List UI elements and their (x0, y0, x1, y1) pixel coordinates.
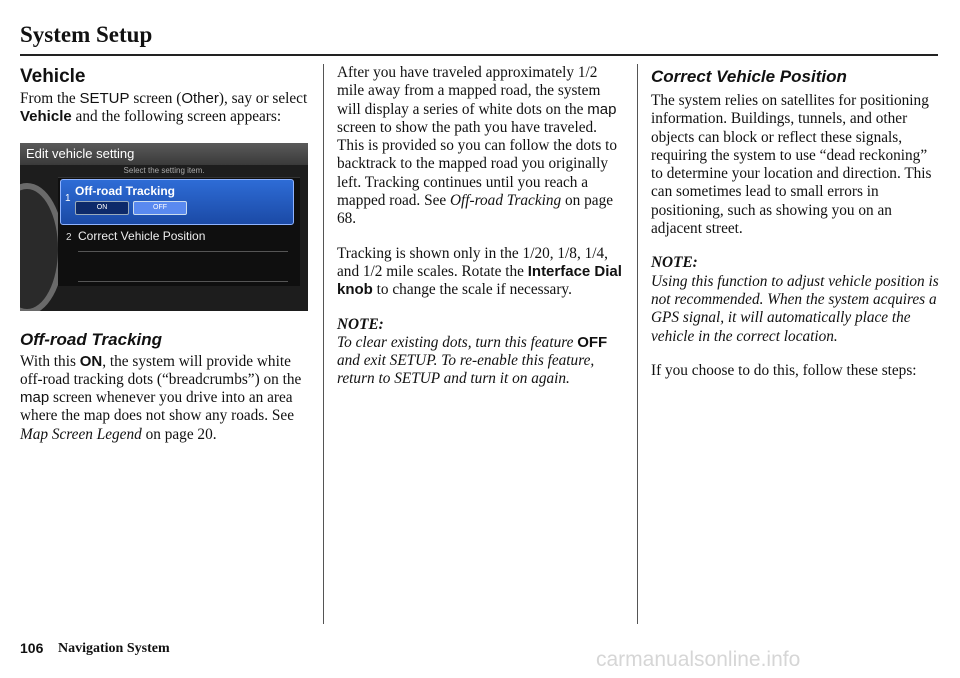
text-run: , the system will provide white off-road tracking dots (“breadcrumbs”) on the (20, 352, 302, 388)
text-run: After you have traveled approximately 1/2 mile away from a mapped road, the system will display a series of white dots on the (337, 64, 601, 118)
footer-label: Navigation System (58, 641, 170, 656)
item-number: 1 (65, 192, 71, 204)
divider (78, 251, 288, 252)
text-run: and exit SETUP. To re-enable this feature, return to SETUP and turn it on again. (337, 352, 595, 388)
vehicle-intro (20, 90, 310, 127)
map-term: map (587, 100, 617, 118)
correct-vehicle-position-heading: Correct Vehicle Position (651, 67, 847, 86)
map-term: map (20, 389, 50, 407)
other-term: Other (181, 90, 219, 107)
screen-subtitle: Select the setting item. (123, 165, 205, 175)
off-button[interactable]: OFF (133, 201, 187, 215)
text-run: to change the scale if necessary. (372, 281, 572, 299)
off-road-tracking-text (20, 353, 310, 444)
screen-title: Edit vehicle setting (20, 143, 308, 165)
text-run: With this (20, 352, 80, 370)
title-rule (20, 54, 938, 56)
column-2 (337, 64, 627, 389)
column-3 (651, 64, 941, 380)
menu-item-label: Off-road Tracking (75, 183, 176, 198)
text-run: screen to show the path you have traveled. This is provided so you can follow the dots to backtrack to the mapped road you originally left. Tracking continues until you reach a mapped road. See (337, 118, 617, 210)
menu-item-correct-vehicle-position[interactable]: Correct Vehicle Position (78, 228, 206, 243)
text-run: From the (20, 90, 80, 107)
page-number: 106 (20, 640, 44, 656)
note-label: NOTE: (651, 254, 698, 272)
text-run: screen ( (129, 90, 182, 107)
cross-reference: Map Screen Legend (20, 425, 142, 443)
steps-intro: If you choose to do this, follow these steps: (651, 361, 917, 379)
vehicle-term: Vehicle (20, 108, 72, 126)
text-run: To clear existing dots, turn this feature (337, 333, 578, 351)
page-title: System Setup (20, 22, 153, 47)
off-term: OFF (577, 333, 608, 351)
item-number: 2 (66, 231, 72, 243)
setup-term: SETUP (79, 90, 130, 107)
note-label: NOTE: (337, 315, 384, 333)
column-divider-1 (323, 64, 324, 624)
interface-dial-term: Interface Dial knob (337, 262, 622, 299)
text-run: and the following screen appears: (71, 108, 282, 126)
tracking-paragraph-2 (337, 245, 627, 300)
correct-position-paragraph: The system relies on satellites for positioning information. Buildings, tunnels, and other objects can block or reflect these signals, requiring the system to use “dead reckoning” to determine your location and direction. This can sometimes lead to small errors in positioning, such as showing you on an adjacent street. (651, 92, 932, 238)
text-run: screen whenever you drive into an area where the map does not show any roads. See (20, 389, 294, 425)
text-run: Tracking is shown only in the 1/20, 1/8, 1/4, and 1/2 mile scales. Rotate the (337, 244, 608, 280)
menu-item-off-road-tracking[interactable] (60, 179, 294, 225)
watermark: carmanualsonline.info (596, 648, 801, 671)
column-1 (20, 64, 310, 444)
vehicle-setting-screenshot (20, 143, 308, 311)
note-text: Using this function to adjust vehicle position is not recommended. When the system acquires a GPS signal, it will automatically place the vehicle in the correct location. (651, 272, 939, 345)
note-text (337, 334, 627, 389)
tracking-paragraph-1 (337, 64, 627, 229)
divider (78, 281, 288, 282)
on-button[interactable]: ON (75, 201, 129, 215)
on-term: ON (79, 352, 103, 370)
text-run: on page 20. (141, 425, 217, 443)
column-divider-2 (637, 64, 638, 624)
vehicle-heading: Vehicle (20, 66, 86, 87)
text-run: ), say or select (218, 90, 308, 107)
text-run: on page 68. (337, 192, 614, 228)
off-road-tracking-heading: Off-road Tracking (20, 329, 163, 349)
cross-reference: Off-road Tracking (450, 192, 562, 210)
